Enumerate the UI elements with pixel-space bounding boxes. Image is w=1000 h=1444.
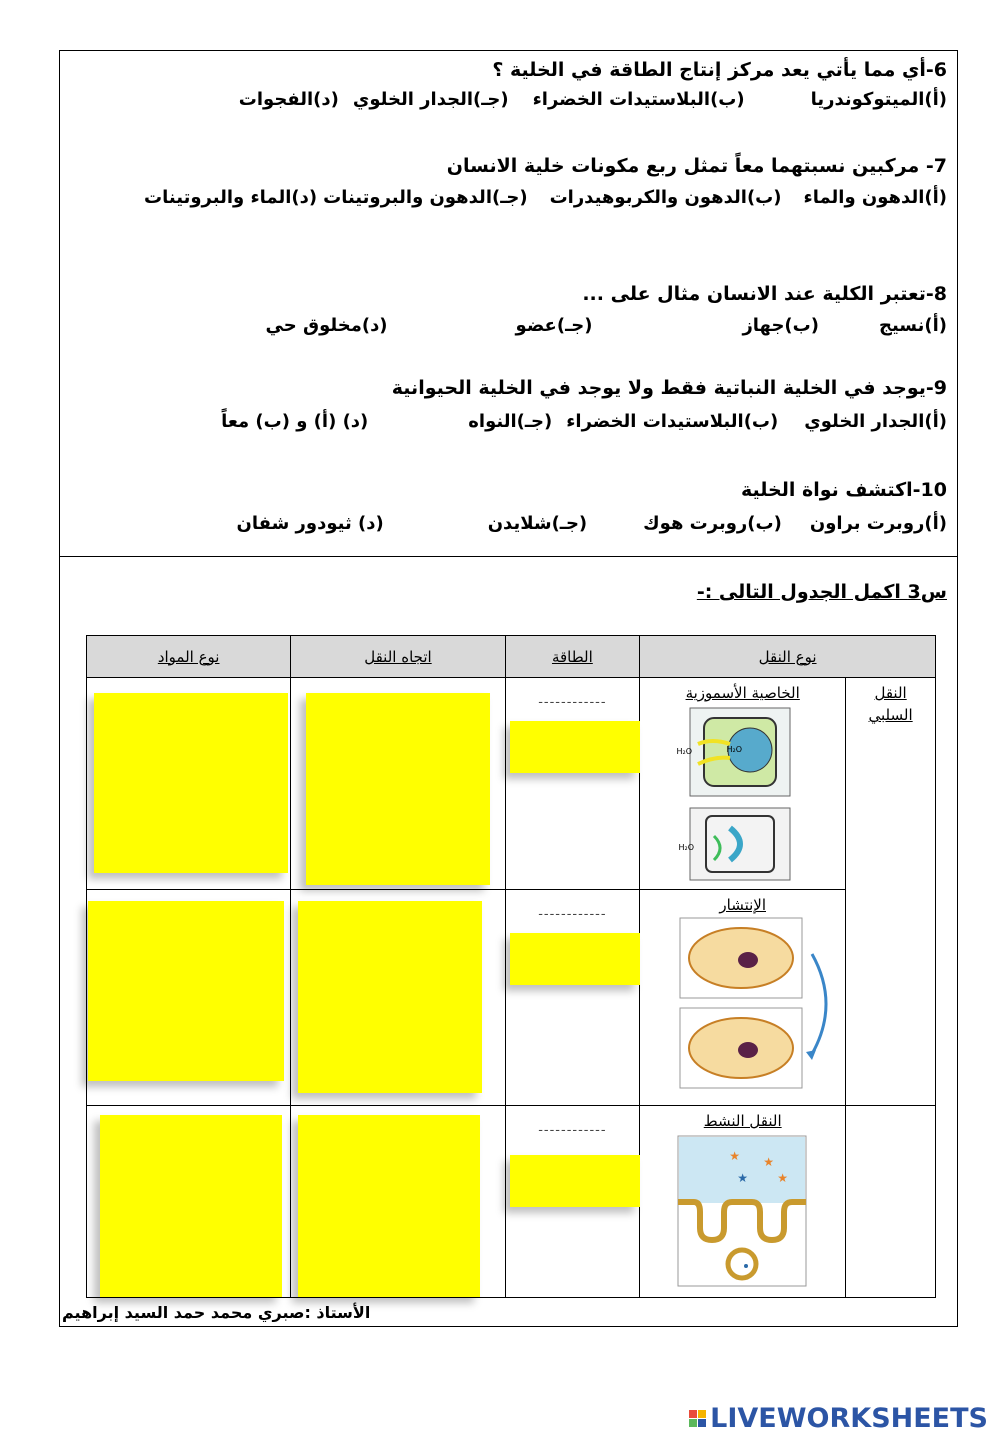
active-transport-cell bbox=[640, 1106, 846, 1298]
q9-option-a[interactable]: (أ)الجدار الخلوي bbox=[804, 411, 947, 432]
answer-box-direction-2[interactable] bbox=[298, 901, 482, 1093]
active-transport-title: النقل النشط bbox=[703, 1112, 782, 1130]
answer-box-material-2[interactable] bbox=[88, 901, 284, 1081]
question-7-options bbox=[70, 187, 947, 208]
osmosis-diagram-icon bbox=[640, 702, 845, 882]
table-header-row bbox=[87, 636, 936, 678]
q10-option-d[interactable]: (د) ثيودور شفان bbox=[236, 513, 384, 534]
osmosis-energy-cell[interactable] bbox=[505, 678, 640, 890]
question-6-options bbox=[70, 89, 947, 110]
liveworksheets-logo bbox=[689, 1403, 988, 1434]
diffusion-energy-cell[interactable] bbox=[505, 890, 640, 1106]
active-transport-diagram-icon bbox=[640, 1130, 845, 1290]
answer-box-energy-2[interactable] bbox=[510, 933, 640, 985]
brand-name: LIVEWORKSHEETS bbox=[710, 1403, 988, 1434]
q7-option-a[interactable]: (أ)الدهون والماء bbox=[803, 187, 947, 208]
passive-label-line1: النقل bbox=[874, 684, 907, 702]
q9-option-c[interactable]: (جـ)النواه bbox=[468, 411, 553, 432]
question-9-options bbox=[70, 411, 947, 432]
h2o-label-2: H₂O bbox=[678, 843, 695, 852]
active-empty-cell bbox=[846, 1106, 936, 1298]
answer-box-material-3[interactable] bbox=[100, 1115, 282, 1297]
q6-option-d[interactable]: (د)الفجوات bbox=[238, 89, 339, 110]
osmosis-energy-dashes: ------------ bbox=[538, 695, 607, 710]
q8-option-c[interactable]: (جـ)عضو bbox=[515, 315, 593, 336]
teacher-name: الأستاذ :صبري محمد حمد السيد إبراهيم bbox=[62, 1303, 371, 1322]
header-direction: اتجاه النقل bbox=[291, 636, 505, 678]
answer-box-direction-3[interactable] bbox=[298, 1115, 480, 1297]
question-7: 7- مركبين نسبتهما معاً تمثل ربع مكونات خلية الانسان bbox=[446, 155, 947, 177]
active-energy-dashes: ------------ bbox=[538, 1123, 607, 1138]
q6-option-b[interactable]: (ب)البلاستيدات الخضراء bbox=[532, 89, 745, 110]
question-10: 10-اكتشف نواة الخلية bbox=[741, 479, 947, 501]
q8-option-d[interactable]: (د)مخلوق حي bbox=[265, 315, 388, 336]
worksheet-frame bbox=[59, 50, 958, 1327]
svg-text:★: ★ bbox=[777, 1171, 789, 1185]
h2o-label-outer: H₂O bbox=[676, 747, 693, 756]
logo-grid-icon bbox=[689, 1410, 706, 1427]
section-3-title: س3 اكمل الجدول التالى :- bbox=[696, 581, 947, 603]
h2o-label: H₂O bbox=[726, 745, 743, 754]
question-10-options bbox=[70, 513, 947, 534]
q6-option-a[interactable]: (أ)الميتوكوندريا bbox=[810, 89, 947, 110]
svg-text:★: ★ bbox=[763, 1155, 775, 1169]
passive-transport-cell bbox=[846, 678, 936, 1106]
diffusion-title: الإنتشار bbox=[719, 896, 766, 914]
question-9: 9-يوجد في الخلية النباتية فقط ولا يوجد في الخلية الحيوانية bbox=[391, 377, 947, 399]
osmosis-title: الخاصية الأسموزية bbox=[685, 684, 800, 702]
diffusion-cell bbox=[640, 890, 846, 1106]
header-material-type: نوع المواد bbox=[87, 636, 291, 678]
section-divider bbox=[60, 556, 957, 557]
q7-option-c[interactable]: (جـ)الدهون والبروتينات bbox=[323, 187, 528, 208]
svg-text:★: ★ bbox=[729, 1149, 741, 1163]
answer-box-direction-1[interactable] bbox=[306, 693, 490, 885]
svg-text:★: ★ bbox=[737, 1171, 749, 1185]
diffusion-diagram-icon bbox=[640, 914, 845, 1098]
osmosis-cell bbox=[640, 678, 846, 890]
answer-box-energy-3[interactable] bbox=[510, 1155, 640, 1207]
q10-option-c[interactable]: (جـ)شلايدن bbox=[487, 513, 588, 534]
q9-option-d[interactable]: (د) (أ) و (ب) معاً bbox=[221, 411, 369, 432]
question-6: 6-أي مما يأتي يعد مركز إنتاج الطاقة في الخلية ؟ bbox=[492, 59, 947, 81]
q8-option-b[interactable]: (ب)جهاز bbox=[742, 315, 819, 336]
question-8-options bbox=[70, 315, 947, 336]
passive-label-line2: السلبي bbox=[868, 706, 913, 724]
q6-option-c[interactable]: (جـ)الجدار الخلوي bbox=[352, 89, 509, 110]
q9-option-b[interactable]: (ب)البلاستيدات الخضراء bbox=[566, 411, 779, 432]
header-transport-type: نوع النقل bbox=[640, 636, 936, 678]
diffusion-energy-dashes: ------------ bbox=[538, 907, 607, 922]
q10-option-b[interactable]: (ب)روبرت هوك bbox=[643, 513, 782, 534]
header-energy: الطاقة bbox=[505, 636, 640, 678]
q7-option-d[interactable]: (د)الماء والبروتينات bbox=[144, 187, 318, 208]
q10-option-a[interactable]: (أ)روبرت براون bbox=[809, 513, 947, 534]
q7-option-b[interactable]: (ب)الدهون والكربوهيدرات bbox=[549, 187, 782, 208]
q8-option-a[interactable]: (أ)نسيج bbox=[878, 315, 947, 336]
question-8: 8-تعتبر الكلية عند الانسان مثال على ... bbox=[582, 283, 947, 305]
answer-box-energy-1[interactable] bbox=[510, 721, 640, 773]
answer-box-material-1[interactable] bbox=[94, 693, 288, 873]
